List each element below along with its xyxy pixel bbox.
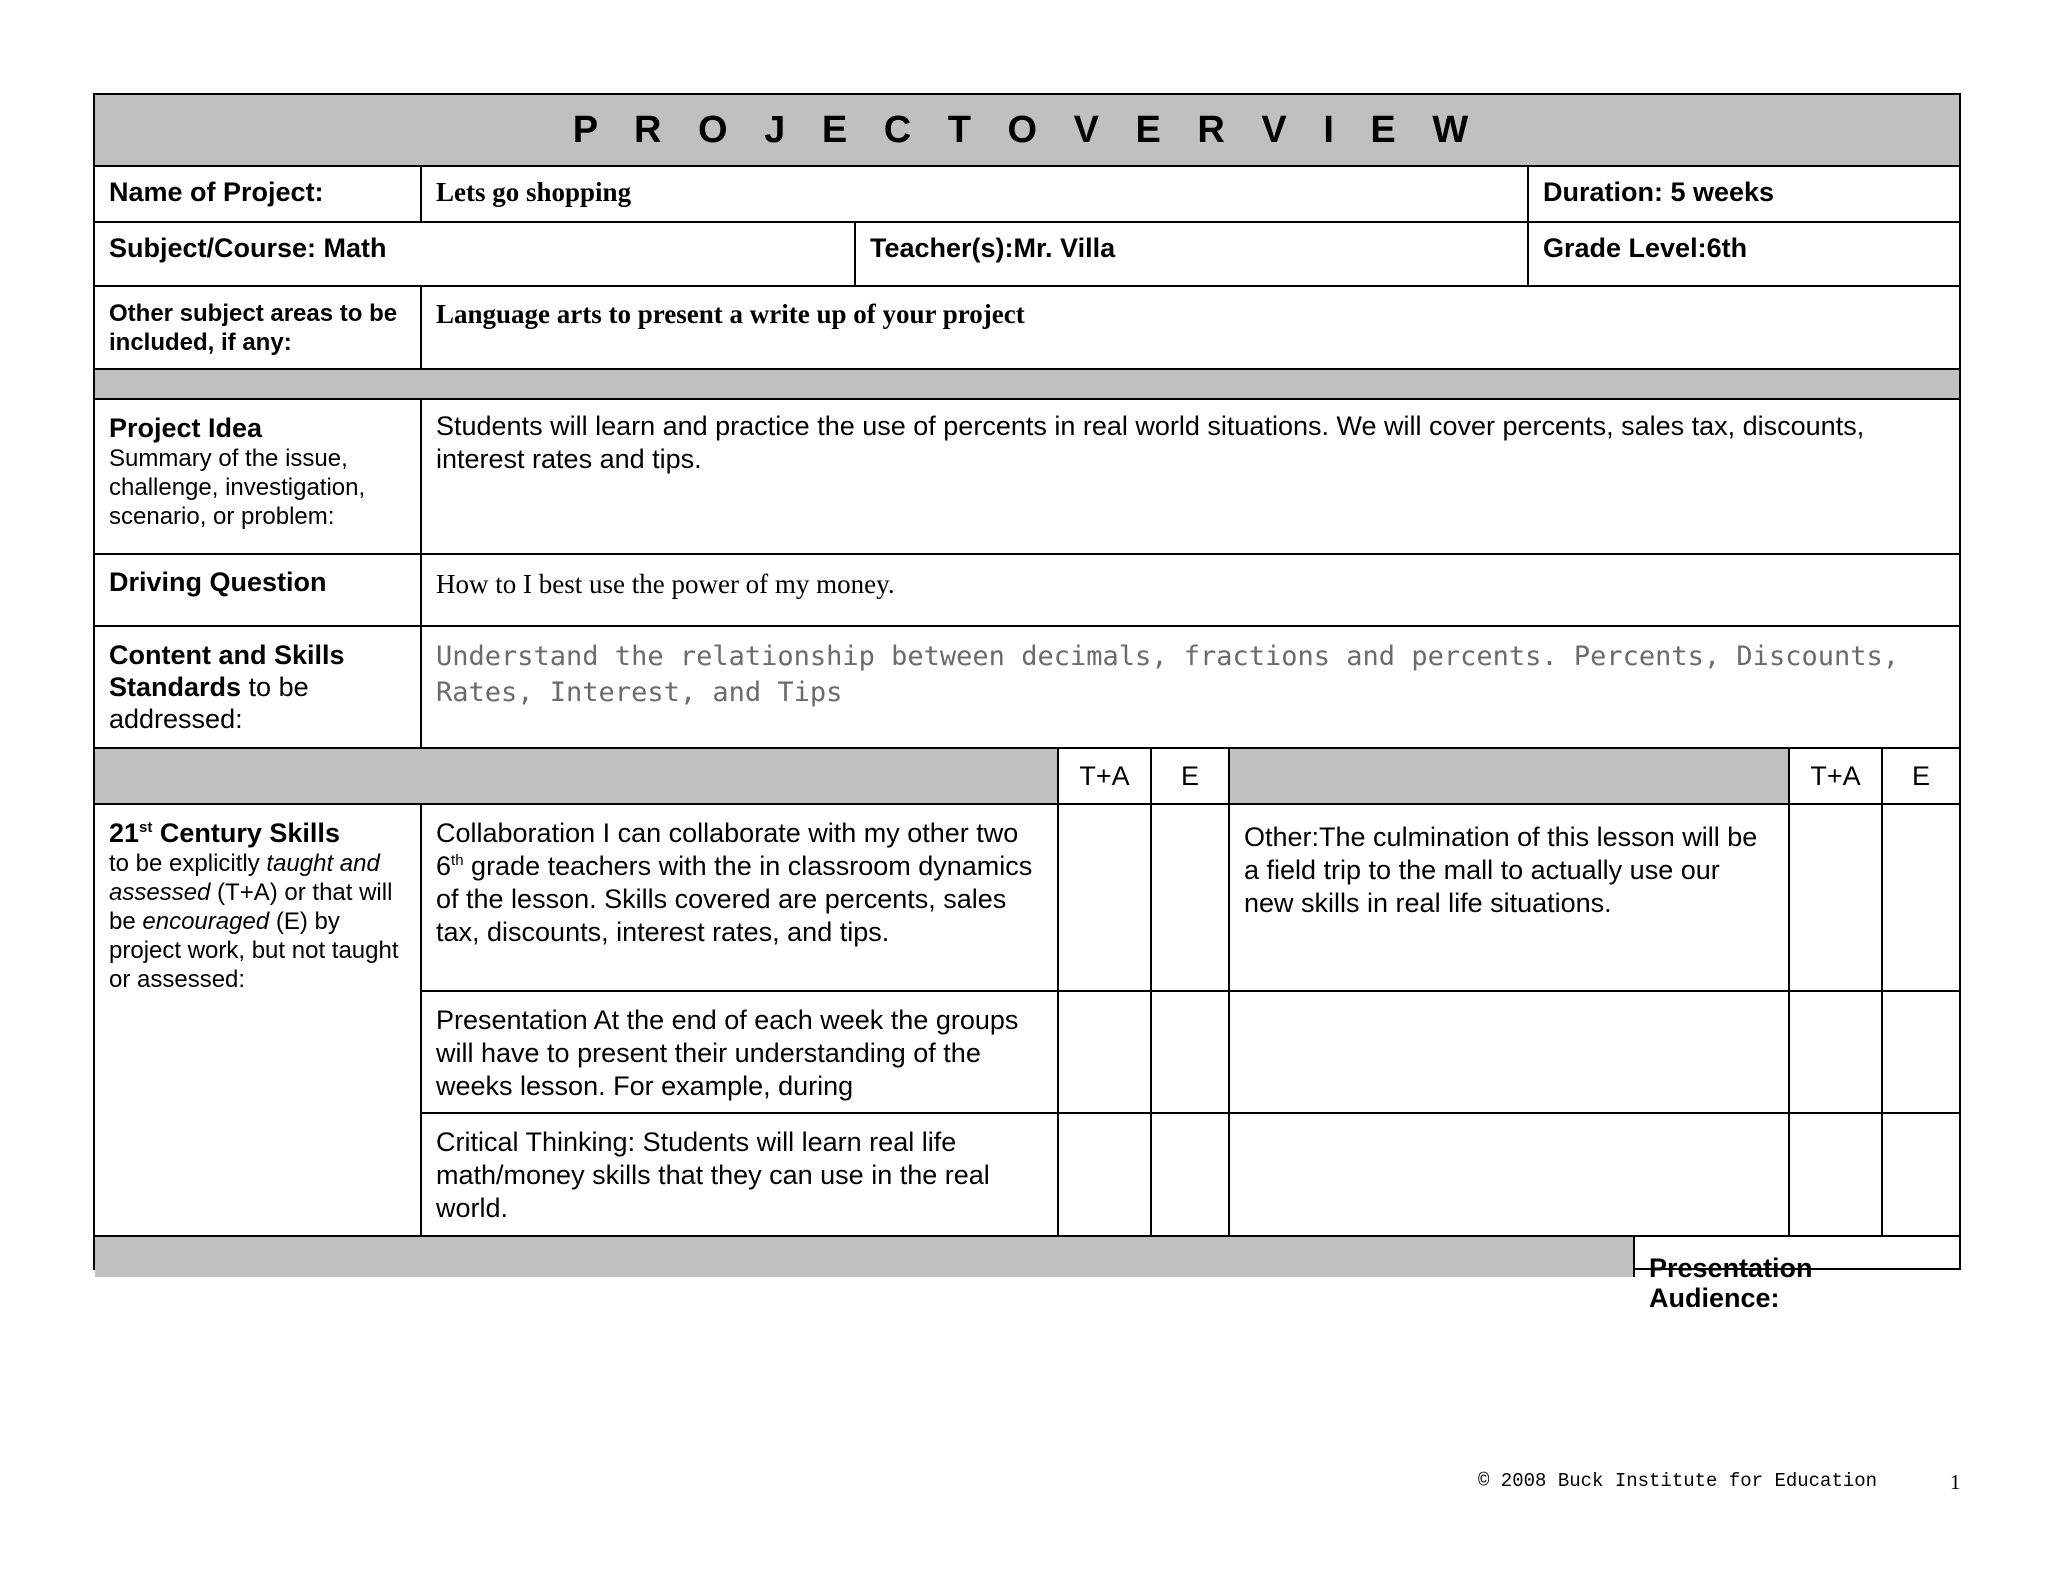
skill-row-2-blank [1230,992,1790,1114]
ta-header-left: T+A [1059,749,1152,805]
driving-question-label: Driving Question [95,555,422,627]
page-number: 1 [1950,1470,1961,1494]
blank-2-ta-checkbox[interactable] [1790,992,1883,1114]
skill-2-e-checkbox[interactable] [1152,992,1230,1114]
century-skills-label: 21st Century Skills [109,818,340,848]
century-skills-label-cell [95,805,422,1237]
project-idea-sublabel: Summary of the issue, challenge, investigation, scenario, or problem: [109,445,366,530]
other-e-checkbox[interactable] [1883,805,1959,992]
name-of-project-value: Lets go shopping [422,167,1529,223]
e-header-right: E [1883,749,1959,805]
project-overview-form [93,93,1961,1313]
skill-2-ta-checkbox[interactable] [1059,992,1152,1114]
skill-critical-thinking: Critical Thinking: Students will learn real life math/money skills that they can use in the real world. [422,1114,1059,1237]
skill-row-3-blank [1230,1114,1790,1237]
bottom-divider [95,1237,1635,1277]
blank-3-ta-checkbox[interactable] [1790,1114,1883,1237]
blank-3-e-checkbox[interactable] [1883,1114,1959,1237]
content-skills-value: Understand the relationship between decimals, fractions and percents. Percents, Discounts, Rates, Interest, and Tips [422,627,1959,749]
skill-3-e-checkbox[interactable] [1152,1114,1230,1237]
other-subjects-value: Language arts to present a write up of your project [422,287,1959,370]
teachers-field: Teacher(s):Mr. Villa [856,223,1529,287]
ta-header-right: T+A [1790,749,1883,805]
form-title: P R O J E C T O V E R V I E W [95,95,1959,167]
content-skills-label: Content and Skills Standards [109,640,345,702]
century-skills-description: to be explicitly taught and assessed (T+A) or that will be encouraged (E) by project work, but not taught or assessed: [109,850,399,993]
skill-collaboration: Collaboration I can collaborate with my other two 6th grade teachers with the in classroom dynamics of the lesson. Skills covered are percents, sales tax, discounts, interest rates, and tips. [422,805,1059,992]
blank-2-e-checkbox[interactable] [1883,992,1959,1114]
presentation-audience-label: Presentation Audience: [1649,1253,1813,1313]
project-idea-label-cell [95,400,422,555]
copyright-footer: © 2008 Buck Institute for Education [1478,1470,1878,1492]
skill-presentation: Presentation At the end of each week the groups will have to present their understanding of the weeks lesson. For example, during [422,992,1059,1114]
section-divider [95,370,1959,400]
e-header-left: E [1152,749,1230,805]
grade-level-field: Grade Level:6th [1529,223,1959,287]
name-of-project-label: Name of Project: [95,167,422,223]
skill-3-ta-checkbox[interactable] [1059,1114,1152,1237]
content-skills-label-cell [95,627,422,749]
project-idea-label: Project Idea [109,413,263,443]
content-skills-label-rest: to be addressed: [109,672,309,734]
subject-course-field: Subject/Course: Math [95,223,856,287]
skill-1-ta-checkbox[interactable] [1059,805,1152,992]
other-ta-checkbox[interactable] [1790,805,1883,992]
driving-question-value: How to I best use the power of my money. [422,555,1959,627]
duration-field: Duration: 5 weeks [1529,167,1959,223]
skill-other: Other:The culmination of this lesson will be a field trip to the mall to actually use our new skills in real life situations. [1230,805,1790,992]
other-subjects-label: Other subject areas to be included, if any: [95,287,422,370]
skills-header-blank-right [1230,749,1790,805]
skills-header-blank-left [95,749,1059,805]
project-idea-value: Students will learn and practice the use of percents in real world situations. We will cover percents, sales tax, discounts, interest rates and tips. [422,400,1959,555]
skill-1-e-checkbox[interactable] [1152,805,1230,992]
